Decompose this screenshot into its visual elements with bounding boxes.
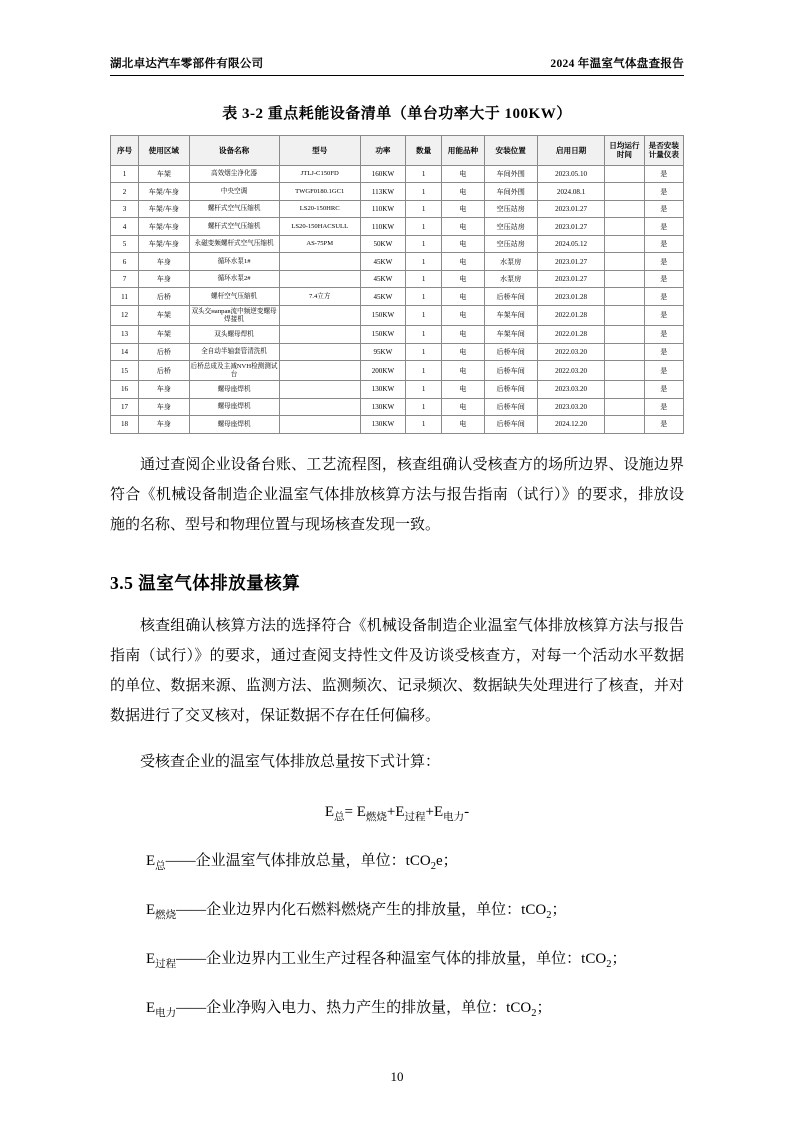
- page-header: [110, 55, 684, 76]
- table-cell: 车架车间: [484, 305, 537, 325]
- definition-symbol: E: [146, 950, 156, 967]
- table-cell: 车身: [139, 416, 190, 434]
- definition-text: ——企业净购入电力、热力产生的排放量，单位：tCO: [176, 999, 532, 1016]
- table-cell: 2024.05.12: [537, 235, 604, 253]
- table-cell: 是: [644, 218, 683, 236]
- table-cell: 螺杆式空气压缩机: [189, 200, 279, 218]
- definition-subscript: 总: [155, 860, 166, 872]
- table-cell: 6: [111, 253, 139, 271]
- table-cell: 11: [111, 288, 139, 306]
- table-cell: 5: [111, 235, 139, 253]
- paragraph-method-confirmation: 核查组确认核算方法的选择符合《机械设备制造企业温室气体排放核算方法与报告指南（试行）》的要求，通过查阅支持性文件及访谈受核查方，对每一个活动水平数据的单位、数据来源、监测方法、监测频次、记录频次、数据缺失处理进行了核查，并对数据进行了交叉核对，保证数据不存在任何偏移。: [110, 617, 684, 724]
- header-report-title: 2024 年温室气体盘查报告: [550, 58, 684, 70]
- table-cell: 2024.12.20: [537, 416, 604, 434]
- table-cell: 水泵房: [484, 253, 537, 271]
- formula-symbol-E-total: E: [324, 803, 335, 820]
- table-cell: 永磁变频螺杆式空气压缩机: [189, 235, 279, 253]
- table-cell: [605, 381, 644, 399]
- table-cell: 50KW: [360, 235, 405, 253]
- table-cell: 2023.03.20: [537, 381, 604, 399]
- table-row: [111, 398, 684, 416]
- table-cell: 1: [405, 343, 442, 361]
- table-cell: 螺母座焊机: [189, 381, 279, 399]
- definition-symbol: E: [146, 852, 156, 869]
- table-cell: AS-75PM: [279, 235, 360, 253]
- table-cell: 2023.03.20: [537, 398, 604, 416]
- table-cell: 1: [405, 270, 442, 288]
- table-cell: 车架: [139, 305, 190, 325]
- definition-text: ——企业边界内工业生产过程各种温室气体的排放量，单位：tCO: [176, 950, 607, 967]
- table-row: [111, 200, 684, 218]
- table-cell: 113KW: [360, 183, 405, 201]
- table-cell: 电: [442, 253, 484, 271]
- table-cell: 后桥: [139, 361, 190, 381]
- table-cell: 2024.08.1: [537, 183, 604, 201]
- table-header-row: [111, 136, 684, 166]
- definition-subscript: 电力: [155, 1007, 177, 1019]
- table-cell: 电: [442, 416, 484, 434]
- table-row: [111, 416, 684, 434]
- page-number: 10: [390, 1069, 404, 1084]
- formula-plus-1: +E: [386, 803, 405, 820]
- table-cell: 循环水泵1#: [189, 253, 279, 271]
- table-cell: 是: [644, 326, 683, 344]
- table-row: [111, 343, 684, 361]
- table-cell: 160KW: [360, 165, 405, 183]
- table-cell: 水泵房: [484, 270, 537, 288]
- table-cell: [605, 398, 644, 416]
- table-cell: 是: [644, 183, 683, 201]
- table-cell: 7: [111, 270, 139, 288]
- table-cell: 2023.01.27: [537, 200, 604, 218]
- definition-unit-tail: ；: [551, 901, 567, 918]
- table-cell: 车身: [139, 381, 190, 399]
- table-cell: 2023.01.27: [537, 253, 604, 271]
- table-cell: [605, 343, 644, 361]
- table-cell: 电: [442, 218, 484, 236]
- table-cell: 车身: [139, 398, 190, 416]
- emission-total-formula: [110, 799, 684, 828]
- table-cell: 2023.01.27: [537, 270, 604, 288]
- table-cell: 是: [644, 343, 683, 361]
- table-cell: [605, 361, 644, 381]
- table-cell: 是: [644, 270, 683, 288]
- table-cell: 电: [442, 288, 484, 306]
- table-cell: 1: [405, 183, 442, 201]
- table-row: [111, 305, 684, 325]
- table-cell: 中央空调: [189, 183, 279, 201]
- table-cell: 2022.03.20: [537, 343, 604, 361]
- col-model: 型号: [279, 136, 360, 166]
- table-cell: 循环水泵2#: [189, 270, 279, 288]
- table-cell: 15: [111, 361, 139, 381]
- table-cell: [605, 416, 644, 434]
- table-cell: 18: [111, 416, 139, 434]
- table-cell: [605, 183, 644, 201]
- table-cell: 是: [644, 305, 683, 325]
- col-location: 安装位置: [484, 136, 537, 166]
- table-cell: 1: [405, 218, 442, 236]
- table-cell: 电: [442, 361, 484, 381]
- table-cell: 车架/车身: [139, 200, 190, 218]
- table-cell: 后桥总成及主减NVH检测测试台: [189, 361, 279, 381]
- table-cell: 螺杆式空气压缩机: [189, 218, 279, 236]
- table-cell: [279, 305, 360, 325]
- definition-symbol: E: [146, 999, 156, 1016]
- table-cell: 2023.01.28: [537, 288, 604, 306]
- table-cell: 是: [644, 416, 683, 434]
- definition-unit-subscript: 2: [430, 860, 436, 872]
- table-cell: 双头交направ流中频逆变螺母焊接机: [189, 305, 279, 325]
- table-cell: [279, 270, 360, 288]
- formula-sub-combustion: 燃烧: [365, 811, 387, 823]
- table-cell: 车架/车身: [139, 183, 190, 201]
- table-cell: 电: [442, 398, 484, 416]
- table-cell: 车架: [139, 326, 190, 344]
- table-cell: 车架车间: [484, 326, 537, 344]
- table-cell: [605, 326, 644, 344]
- table-cell: 1: [405, 416, 442, 434]
- table-cell: 7.4立方: [279, 288, 360, 306]
- table-cell: 200KW: [360, 361, 405, 381]
- table-cell: 1: [405, 361, 442, 381]
- formula-plus-2: +E: [425, 803, 444, 820]
- col-qty: 数量: [405, 136, 442, 166]
- table-cell: 车间外围: [484, 183, 537, 201]
- table-cell: 1: [405, 165, 442, 183]
- definition-unit-tail: ；: [536, 999, 552, 1016]
- table-cell: 是: [644, 398, 683, 416]
- table-cell: 电: [442, 381, 484, 399]
- table-cell: 是: [644, 361, 683, 381]
- table-row: [111, 270, 684, 288]
- equipment-table: [110, 135, 684, 434]
- table-cell: [279, 361, 360, 381]
- definition-text: ——企业温室气体排放总量，单位：tCO: [165, 852, 431, 869]
- table-cell: 110KW: [360, 200, 405, 218]
- table-cell: 是: [644, 253, 683, 271]
- table-cell: 2022.01.28: [537, 305, 604, 325]
- table-cell: [279, 343, 360, 361]
- table-cell: 45KW: [360, 288, 405, 306]
- table-cell: 车架/车身: [139, 235, 190, 253]
- table-cell: 3: [111, 200, 139, 218]
- table-row: [111, 235, 684, 253]
- table-cell: 150KW: [360, 326, 405, 344]
- table-cell: 1: [405, 253, 442, 271]
- table-cell: 电: [442, 326, 484, 344]
- definition-subscript: 过程: [155, 958, 177, 970]
- table-cell: [605, 253, 644, 271]
- definition-line: [110, 993, 684, 1024]
- table-cell: 后桥车间: [484, 398, 537, 416]
- table-cell: 电: [442, 165, 484, 183]
- table-cell: 后桥车间: [484, 416, 537, 434]
- table-cell: 14: [111, 343, 139, 361]
- table-cell: 车架: [139, 165, 190, 183]
- table-cell: [605, 165, 644, 183]
- col-daily-hours: 日均运行时间: [605, 136, 644, 166]
- table-cell: 后桥: [139, 343, 190, 361]
- table-cell: 空压站房: [484, 200, 537, 218]
- table-cell: 1: [405, 235, 442, 253]
- table-cell: 是: [644, 288, 683, 306]
- table-cell: 双头螺母焊机: [189, 326, 279, 344]
- table-cell: 车身: [139, 270, 190, 288]
- table-cell: 130KW: [360, 381, 405, 399]
- table-cell: 电: [442, 235, 484, 253]
- col-area: 使用区域: [139, 136, 190, 166]
- table-cell: 2023.05.10: [537, 165, 604, 183]
- formula-sub-process: 过程: [404, 811, 426, 823]
- col-power: 功率: [360, 136, 405, 166]
- header-company: 湖北卓达汽车零部件有限公司: [110, 58, 264, 70]
- table-cell: 螺杆空气压缩机: [189, 288, 279, 306]
- table-cell: 45KW: [360, 253, 405, 271]
- table-cell: [605, 200, 644, 218]
- table-cell: [605, 218, 644, 236]
- definition-subscript: 燃烧: [155, 909, 177, 921]
- col-no: 序号: [111, 136, 139, 166]
- table-row: [111, 183, 684, 201]
- definition-unit-tail: e；: [435, 852, 458, 869]
- table-cell: [605, 235, 644, 253]
- table-cell: 17: [111, 398, 139, 416]
- table-cell: 130KW: [360, 398, 405, 416]
- table-cell: [605, 270, 644, 288]
- formula-sub-electricity: 电力: [443, 811, 465, 823]
- table-cell: [279, 253, 360, 271]
- table-cell: 110KW: [360, 218, 405, 236]
- table-cell: 1: [405, 398, 442, 416]
- table-cell: 45KW: [360, 270, 405, 288]
- table-cell: 是: [644, 235, 683, 253]
- table-cell: 空压站房: [484, 235, 537, 253]
- table-cell: 车间外围: [484, 165, 537, 183]
- paragraph-formula-intro: 受核查企业的温室气体排放总量按下式计算：: [140, 753, 441, 770]
- table-row: [111, 165, 684, 183]
- definition-symbol: E: [146, 901, 156, 918]
- table-cell: 车身: [139, 253, 190, 271]
- table-cell: 是: [644, 200, 683, 218]
- col-meter-installed: 是否安装计量仪表: [644, 136, 683, 166]
- definition-text: ——企业边界内化石燃料燃烧产生的排放量，单位：tCO: [176, 901, 547, 918]
- table-row: [111, 218, 684, 236]
- table-cell: 2023.01.27: [537, 218, 604, 236]
- table-cell: 电: [442, 200, 484, 218]
- table-cell: 后桥车间: [484, 381, 537, 399]
- definition-unit-subscript: 2: [546, 909, 552, 921]
- table-cell: 车架/车身: [139, 218, 190, 236]
- definition-line: [110, 846, 684, 877]
- col-energy-type: 用能品种: [442, 136, 484, 166]
- table-cell: 1: [405, 305, 442, 325]
- paragraph-boundary-confirmation: 通过查阅企业设备台账、工艺流程图，核查组确认受核查方的场所边界、设施边界符合《机械设备制造企业温室气体排放核算方法与报告指南（试行）》的要求，排放设施的名称、型号和物理位置与现场核查发现一致。: [110, 456, 684, 533]
- table-cell: 130KW: [360, 416, 405, 434]
- table-row: [111, 326, 684, 344]
- table-cell: 4: [111, 218, 139, 236]
- table-cell: 1: [405, 288, 442, 306]
- table-cell: 是: [644, 165, 683, 183]
- definition-unit-tail: ；: [611, 950, 627, 967]
- table-cell: 95KW: [360, 343, 405, 361]
- table-cell: [279, 398, 360, 416]
- table-cell: 13: [111, 326, 139, 344]
- table-cell: 电: [442, 270, 484, 288]
- col-start-date: 启用日期: [537, 136, 604, 166]
- table-cell: TWGF0180.1GC1: [279, 183, 360, 201]
- formula-definitions: [110, 846, 684, 1024]
- formula-equals: = E: [344, 803, 366, 820]
- definition-line: [110, 944, 684, 975]
- section-heading-3-5: 3.5 温室气体排放量核算: [110, 572, 301, 593]
- table-cell: [279, 326, 360, 344]
- col-name: 设备名称: [189, 136, 279, 166]
- table-cell: JTLJ-C150FD: [279, 165, 360, 183]
- table-cell: LS20-150HACSULL: [279, 218, 360, 236]
- table-cell: 全自动半轴套管清洗机: [189, 343, 279, 361]
- table-cell: 1: [405, 381, 442, 399]
- table-cell: 后桥车间: [484, 288, 537, 306]
- definition-unit-subscript: 2: [531, 1007, 537, 1019]
- table-cell: 电: [442, 305, 484, 325]
- table-cell: 2022.01.28: [537, 326, 604, 344]
- table-cell: 1: [405, 200, 442, 218]
- table-cell: 150KW: [360, 305, 405, 325]
- table-cell: 后桥车间: [484, 343, 537, 361]
- table-cell: 空压站房: [484, 218, 537, 236]
- table-cell: 电: [442, 183, 484, 201]
- table-cell: 2: [111, 183, 139, 201]
- table-cell: 12: [111, 305, 139, 325]
- table-cell: 高效烟尘净化器: [189, 165, 279, 183]
- table-cell: 电: [442, 343, 484, 361]
- table-cell: 后桥: [139, 288, 190, 306]
- table-cell: LS20-150HRC: [279, 200, 360, 218]
- formula-tail: -: [464, 803, 470, 820]
- table-cell: [279, 416, 360, 434]
- table-cell: [605, 305, 644, 325]
- table-cell: 后桥车间: [484, 361, 537, 381]
- definition-line: [110, 895, 684, 926]
- formula-sub-total: 总: [334, 811, 345, 823]
- table-cell: 2022.03.20: [537, 361, 604, 381]
- table-row: [111, 381, 684, 399]
- table-cell: 螺母座焊机: [189, 398, 279, 416]
- table-cell: 1: [405, 326, 442, 344]
- table-row: [111, 288, 684, 306]
- table-cell: 是: [644, 381, 683, 399]
- table-caption: 表 3-2 重点耗能设备清单（单台功率大于 100KW）: [222, 106, 572, 122]
- table-row: [111, 253, 684, 271]
- table-cell: 16: [111, 381, 139, 399]
- table-cell: 螺母座焊机: [189, 416, 279, 434]
- table-cell: [605, 288, 644, 306]
- table-cell: 1: [111, 165, 139, 183]
- definition-unit-subscript: 2: [606, 958, 612, 970]
- table-row: [111, 361, 684, 381]
- table-cell: [279, 381, 360, 399]
